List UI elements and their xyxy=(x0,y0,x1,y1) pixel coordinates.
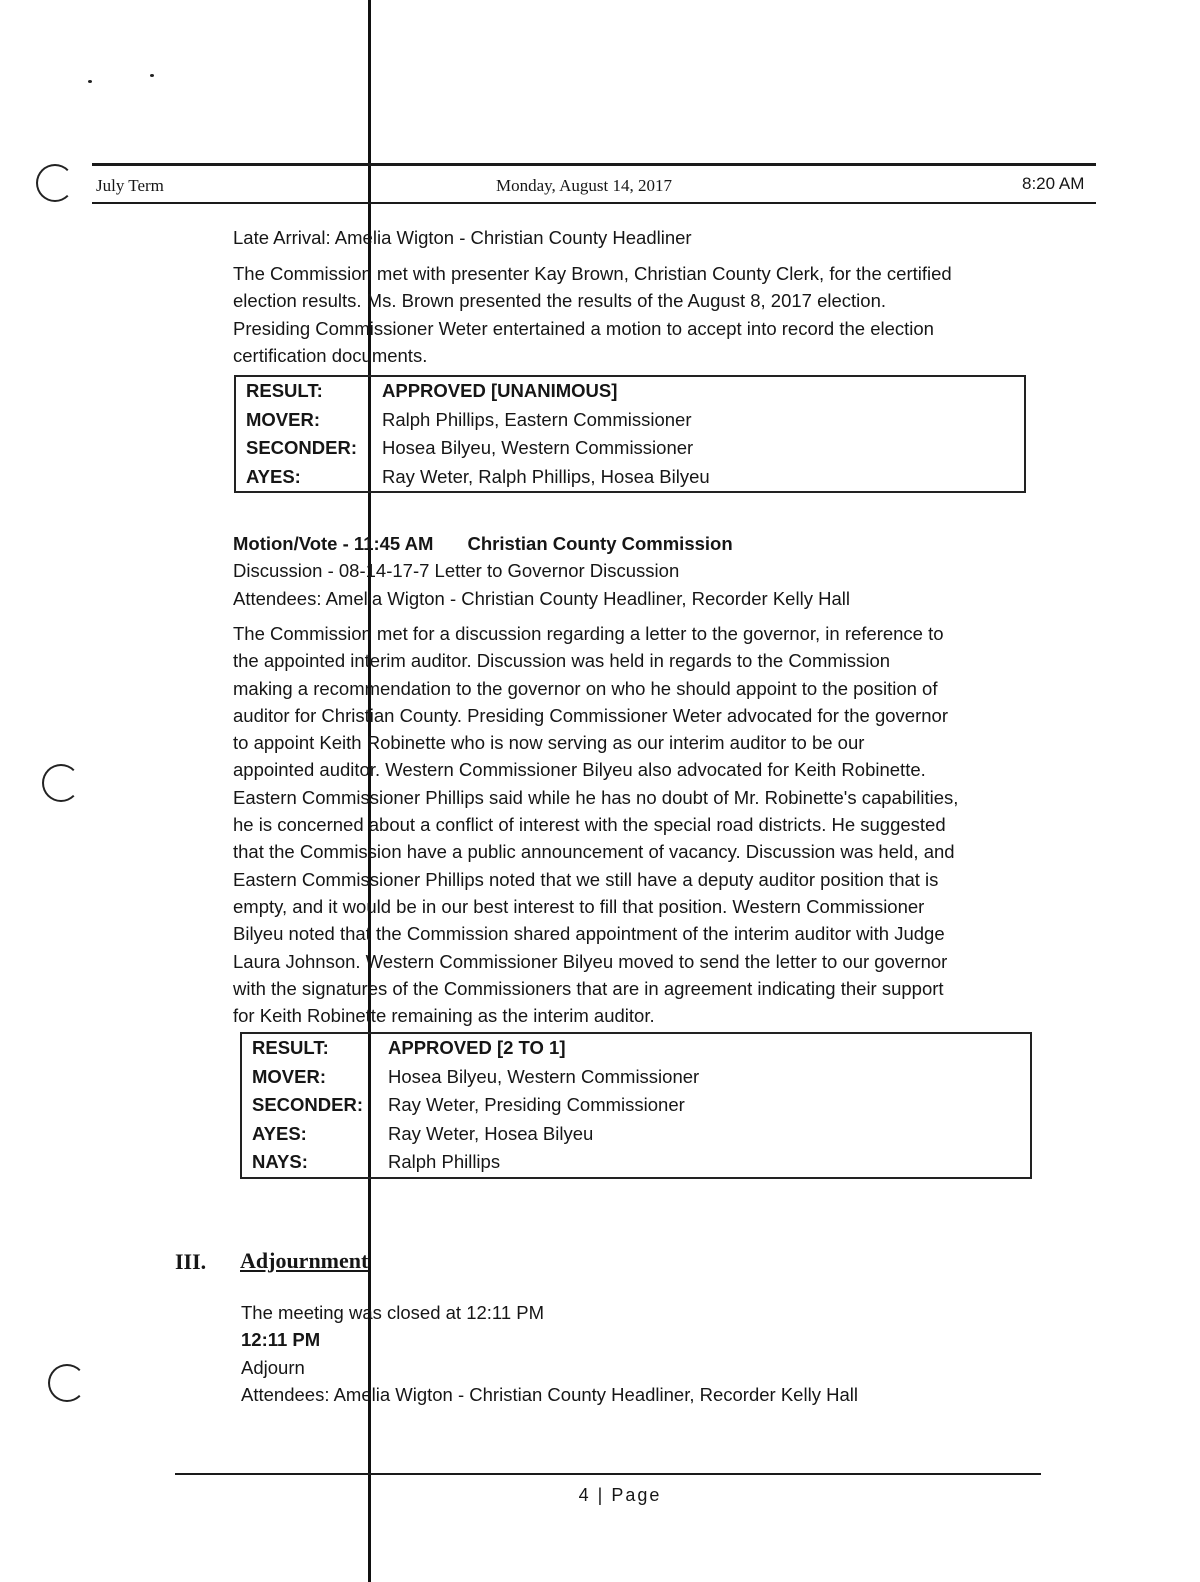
paragraph-line: certification documents. xyxy=(233,344,428,366)
motion-attendees: Attendees: Amelia Wigton - Christian County Headliner, Recorder Kelly Hall xyxy=(233,587,850,609)
vote-row-ayes xyxy=(241,1120,1031,1149)
vote-row-ayes xyxy=(235,463,1025,493)
header-date: Monday, August 14, 2017 xyxy=(496,176,672,195)
vote-value: Hosea Bilyeu, Western Commissioner xyxy=(388,1065,700,1087)
paragraph-line: Laura Johnson. Western Commissioner Bilyeu moved to send the letter to our governor xyxy=(233,950,948,972)
motion-block xyxy=(233,530,1033,612)
punch-hole-middle xyxy=(42,764,80,802)
vote-row-result xyxy=(235,376,1025,406)
vote-label: AYES: xyxy=(252,1122,307,1144)
vote-result-table-election xyxy=(234,375,1026,493)
late-arrival: Late Arrival: Amelia Wigton - Christian County Headliner xyxy=(233,227,692,248)
paragraph-line: to appoint Keith Robinette who is now serving as our interim auditor to be our xyxy=(233,732,865,754)
vote-value: Hosea Bilyeu, Western Commissioner xyxy=(382,437,694,459)
adjournment-block xyxy=(241,1299,1041,1408)
vote-row-nays xyxy=(241,1148,1031,1178)
vote-label: SECONDER: xyxy=(252,1094,364,1116)
footer-rule xyxy=(175,1473,1041,1475)
paragraph-line: auditor for Christian County. Presiding Commissioner Weter advocated for the governor xyxy=(233,704,948,726)
header-rule-bottom xyxy=(92,202,1096,204)
vote-row-seconder xyxy=(241,1091,1031,1120)
paragraph-line: election results. Ms. Brown presented the results of the August 8, 2017 election. xyxy=(233,290,887,312)
adjournment-attendees: Attendees: Amelia Wigton - Christian County Headliner, Recorder Kelly Hall xyxy=(241,1383,858,1405)
paragraph-line: he is concerned about a conflict of interest with the special road districts. He suggested xyxy=(233,814,946,836)
paragraph-line: Eastern Commissioner Phillips said while he has no doubt of Mr. Robinette's capabilities, xyxy=(233,786,959,808)
vote-value: Ralph Phillips, Eastern Commissioner xyxy=(382,408,692,430)
punch-hole-bottom xyxy=(48,1364,86,1402)
vote-row-mover xyxy=(241,1063,1031,1092)
paragraph-line: Bilyeu noted that the Commission shared appointment of the interim auditor with Judge xyxy=(233,923,945,945)
vote-result-table-governor-letter xyxy=(240,1032,1032,1179)
vote-label: AYES: xyxy=(246,465,301,487)
motion-time: 11:45 AM xyxy=(353,533,434,554)
vote-value: Ray Weter, Hosea Bilyeu xyxy=(388,1122,594,1144)
paragraph-line: appointed auditor. Western Commissioner Bilyeu also advocated for Keith Robinette. xyxy=(233,759,926,781)
motion-body: Christian County Commission xyxy=(467,533,733,554)
page-number: 4 | Page xyxy=(578,1485,662,1505)
paragraph-line: that the Commission have a public announcement of vacancy. Discussion was held, and xyxy=(233,841,955,863)
punch-hole-top xyxy=(36,164,74,202)
scan-speck xyxy=(150,74,154,77)
paragraph-line: empty, and it would be in our best interest to fill that position. Western Commissioner xyxy=(233,895,925,917)
paragraph-line: Eastern Commissioner Phillips noted that we still have a deputy auditor position that is xyxy=(233,868,939,890)
vote-row-mover xyxy=(235,406,1025,435)
vote-value: Ray Weter, Presiding Commissioner xyxy=(388,1094,685,1116)
vote-value: APPROVED [UNANIMOUS] xyxy=(382,380,618,402)
vote-label: MOVER: xyxy=(246,408,320,430)
paragraph-line: the appointed interim auditor. Discussion was held in regards to the Commission xyxy=(233,650,891,672)
paragraph-line: The Commission met for a discussion regarding a letter to the governor, in reference to xyxy=(233,623,944,644)
section-numeral: III. xyxy=(175,1249,207,1274)
adjournment-closed: The meeting was closed at 12:11 PM xyxy=(241,1302,545,1323)
adjournment-time: 12:11 PM xyxy=(241,1329,321,1351)
motion-title xyxy=(233,530,1033,557)
vote-label: RESULT: xyxy=(252,1037,329,1059)
vote-label: SECONDER: xyxy=(246,437,358,459)
motion-discussion: Discussion - 08-14-17-7 Letter to Governor Discussion xyxy=(233,560,680,582)
vote-value: APPROVED [2 TO 1] xyxy=(388,1037,566,1059)
motion-prefix: Motion/Vote - xyxy=(233,533,354,554)
paragraph-line: making a recommendation to the governor on who he should appoint to the position of xyxy=(233,677,938,699)
paragraph-line: for Keith Robinette remaining as the interim auditor. xyxy=(233,1005,655,1027)
vote-label: RESULT: xyxy=(246,380,323,402)
vote-label: MOVER: xyxy=(252,1065,326,1087)
paragraph-line: with the signatures of the Commissioners that are in agreement indicating their support xyxy=(233,977,944,999)
vote-value: Ray Weter, Ralph Phillips, Hosea Bilyeu xyxy=(382,465,710,487)
vote-value: Ralph Phillips xyxy=(388,1151,501,1173)
section-heading-adjournment: Adjournment xyxy=(240,1248,369,1273)
scan-speck xyxy=(88,80,92,83)
vote-label: NAYS: xyxy=(252,1151,308,1173)
paragraph-line: Presiding Commissioner Weter entertained a motion to accept into record the election xyxy=(233,317,934,339)
vote-row-result xyxy=(241,1033,1031,1063)
governor-letter-paragraph xyxy=(233,620,1033,1029)
paragraph-line: The Commission met with presenter Kay Brown, Christian County Clerk, for the certified xyxy=(233,263,952,284)
adjournment-item: Adjourn xyxy=(241,1356,305,1378)
header-term: July Term xyxy=(96,176,164,195)
vote-row-seconder xyxy=(235,434,1025,463)
header-rule-top xyxy=(92,163,1096,166)
header-time: 8:20 AM xyxy=(1022,174,1085,193)
election-paragraph xyxy=(233,260,1033,369)
